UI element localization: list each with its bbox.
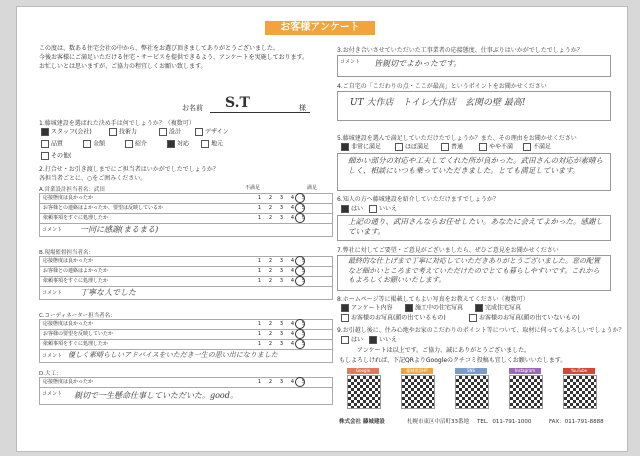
q2-sub: 各担当者ごとに、○をご囲みください。: [39, 175, 147, 182]
checkbox[interactable]: [341, 304, 349, 312]
q1-option-quality[interactable]: 品質: [41, 140, 63, 148]
q3-answer-box[interactable]: コメント 皆親切でよかったです。: [337, 55, 611, 77]
checkbox[interactable]: [341, 336, 349, 344]
name-underline: [210, 112, 310, 113]
q6-text: 6.知人の方へ藤城建設を紹介していただけますでしょうか？: [337, 196, 499, 203]
footer-address: 札幌市東区中沼町33番地: [407, 419, 469, 425]
section-a-comment[interactable]: コメント 一同に感謝(まるまる): [39, 223, 333, 237]
q9-text: 9.お引越し後に、住み心地やお家のこだわりのポイント等について、取材に伺ってもよろしいでしょうか？: [337, 327, 625, 334]
scale-right-label: 満足: [307, 185, 318, 191]
section-a-row-1[interactable]: 応接態度は良かったか 1 2 3 4 5: [39, 193, 333, 204]
q1-text: 1.藤城建設を選ばれた決め手は何でしょうか？（複数可）: [39, 120, 195, 127]
section-b-row-1[interactable]: 応接態度は良かったか 1 2 3 4 5: [39, 256, 333, 267]
section-c-row-3[interactable]: 依頼事項をすぐに処理したか 1 2 3 4 5: [39, 339, 333, 350]
q1-option-local[interactable]: 地元: [201, 140, 223, 148]
q8-option-construction[interactable]: 施工中の住宅写真: [405, 304, 463, 312]
name-suffix: 様: [299, 104, 306, 112]
section-d-circle-1: [295, 377, 305, 387]
q8-option-face[interactable]: お客様のお写真(顔の出ているもの): [341, 314, 446, 322]
footer-tel: TEL．011-791-1000: [477, 419, 532, 425]
intro-line-1: この度は、数ある住宅会社の中から、弊社をお選び頂きましてありがとうございました。: [39, 45, 280, 52]
section-a-head: A.営業設計担当者名：武田: [39, 187, 105, 193]
checkbox[interactable]: [341, 314, 349, 322]
q9-option-no[interactable]: いいえ: [369, 336, 397, 344]
checkbox[interactable]: [41, 152, 49, 160]
checkbox[interactable]: [369, 336, 377, 344]
section-d-head: D.大工：: [39, 371, 62, 377]
q1-option-skill[interactable]: 技術力: [109, 128, 137, 136]
q6-option-no[interactable]: いいえ: [369, 205, 397, 213]
section-b-row-2[interactable]: お客様との連絡はよかったか 1 2 3 4 5: [39, 266, 333, 277]
q9-option-yes[interactable]: はい: [341, 336, 363, 344]
q5-option-1[interactable]: 非常に満足: [341, 143, 381, 151]
section-a-circle-2: [295, 203, 305, 213]
q1-option-staff[interactable]: スタッフ(会社): [41, 128, 92, 136]
q7-answer-box[interactable]: 最終的な仕上げまで丁寧に対応していただきありがとうございました。窓の配置など細かいところまで考えていただけたのでとても暮らしやすいです。これからもよろしくお願いいたします。: [337, 255, 611, 291]
section-c-circle-1: [295, 319, 305, 329]
q5-option-4[interactable]: やや不満: [479, 143, 513, 151]
checkbox[interactable]: [125, 140, 133, 148]
checkbox[interactable]: [469, 314, 477, 322]
footer-company: 株式会社 藤城建設: [339, 419, 385, 425]
footer-fax: FAX：011-791-8888: [549, 419, 604, 425]
qr-code-1[interactable]: [347, 375, 381, 409]
checkbox[interactable]: [479, 143, 487, 151]
survey-sheet: [16, 6, 628, 452]
q4-text: 4.ご自宅の「こだわりの点・ここが最高」というポイントをお聞かせください: [337, 83, 547, 90]
qr-label-3: SNS: [455, 368, 487, 374]
name-value: S.T: [225, 95, 250, 111]
qr-code-4[interactable]: [509, 375, 543, 409]
q5-option-2[interactable]: ほぼ満足: [395, 143, 429, 151]
checkbox[interactable]: [369, 205, 377, 213]
checkbox[interactable]: [167, 140, 175, 148]
section-c-head: C.コーディネーター担当者名：: [39, 313, 116, 319]
checkbox[interactable]: [405, 304, 413, 312]
q1-option-referral[interactable]: 紹介: [125, 140, 147, 148]
q1-option-service[interactable]: 対応: [167, 140, 189, 148]
section-d-comment[interactable]: コメント 親切で一生懸命仕事していただいた。good。: [39, 387, 333, 405]
q8-option-noface[interactable]: お客様のお写真(顔の出ていないもの): [469, 314, 580, 322]
q8-option-survey[interactable]: アンケート内容: [341, 304, 393, 312]
q1-option-design-plan[interactable]: 設計: [159, 128, 181, 136]
q7-text: 7.弊社に対してご要望・ご意見がございましたら、ぜひご意見をお聞かせください: [337, 247, 559, 254]
q9-thanks: アンケートは以上です。ご協力、誠にありがとうございました。: [357, 347, 531, 354]
qr-label-2: 藤城建設HP: [401, 368, 433, 374]
checkbox[interactable]: [395, 143, 403, 151]
qr-code-5[interactable]: [563, 375, 597, 409]
q8-text: 8.ホームページ等に掲載してもよい写真をお教えてください（複数可）: [337, 296, 529, 303]
q1-option-other[interactable]: その他(: [41, 152, 71, 160]
q8-option-complete[interactable]: 完成住宅写真: [475, 304, 521, 312]
section-b-comment[interactable]: コメント 丁寧な人でした: [39, 286, 333, 300]
qr-code-3[interactable]: [455, 375, 489, 409]
q3-text: 3.お付き合いさせていただいた工事業者の応接態度、仕事ぶりはいかがでしたでしょうか？: [337, 47, 583, 54]
checkbox[interactable]: [341, 205, 349, 213]
checkbox[interactable]: [475, 304, 483, 312]
section-a-row-2[interactable]: お客様との連絡はよかったか、要望は反映しているか 1 2 3 4 5: [39, 203, 333, 214]
q2-text: 2.打合せ・お引き渡しまでにご担当者はいかがでしたでしょうか？: [39, 166, 219, 173]
q9-qr-note: もしよろしければ、下記QRよりGoogleのクチコミ投稿も宜しくお願いいたします。: [339, 357, 567, 364]
section-b-head: B.現場監督担当者名：: [39, 250, 95, 256]
checkbox[interactable]: [441, 143, 449, 151]
checkbox[interactable]: [159, 128, 167, 136]
checkbox[interactable]: [523, 143, 531, 151]
qr-code-2[interactable]: [401, 375, 435, 409]
section-a-circle-1: [295, 193, 305, 203]
intro-line-2: 今後お客様にご満足いただける住宅・サービスを提供できるよう、アンケートを実施しております。: [39, 54, 309, 61]
q6-answer-box[interactable]: 上記の通り、武田さんならお任せしたい。あなたに会えてよかった。感謝しています。: [337, 215, 611, 241]
checkbox[interactable]: [41, 140, 49, 148]
q1-option-design[interactable]: デザイン: [195, 128, 229, 136]
section-b-circle-1: [295, 256, 305, 266]
qr-label-1: Google: [347, 368, 379, 374]
checkbox[interactable]: [109, 128, 117, 136]
section-b-circle-2: [295, 266, 305, 276]
section-b-circle-3: [295, 276, 305, 286]
qr-label-5: YouTube: [563, 368, 595, 374]
q4-answer-box[interactable]: UT 大作店 トイレ大作店 玄関の壁 最高!: [337, 91, 611, 121]
section-c-row-2[interactable]: お客様の要望を反映していたか 1 2 3 4 5: [39, 329, 333, 340]
section-c-circle-3: [295, 339, 305, 349]
section-a-circle-3: [295, 213, 305, 223]
survey-title: お客様アンケート: [265, 21, 375, 35]
q1-option-price[interactable]: 金額: [83, 140, 105, 148]
q5-text: 5.藤城建設を選んで満足していただけたでしょうか？また、その理由をお聞かせください: [337, 135, 577, 142]
name-label: お名前: [182, 104, 203, 112]
q6-option-yes[interactable]: はい: [341, 205, 363, 213]
q5-option-5[interactable]: 不満足: [523, 143, 551, 151]
intro-line-3: お忙しいとは思いますが、ご協力の程宜しくお願い致します。: [39, 63, 207, 70]
checkbox[interactable]: [83, 140, 91, 148]
checkbox[interactable]: [341, 143, 349, 151]
section-b-row-3[interactable]: 依頼事項をすぐに処理したか 1 2 3 4 5: [39, 276, 333, 287]
section-c-comment[interactable]: コメント 優しく素晴らしいアドバイスをいただき一生の思い出になりました: [39, 349, 333, 363]
checkbox[interactable]: [201, 140, 209, 148]
q5-option-3[interactable]: 普通: [441, 143, 463, 151]
section-a-row-3[interactable]: 依頼事項をすぐに処理したか 1 2 3 4 5: [39, 213, 333, 224]
checkbox[interactable]: [195, 128, 203, 136]
section-c-row-1[interactable]: 応接態度は良かったか 1 2 3 4 5: [39, 319, 333, 330]
qr-label-4: Instagram: [509, 368, 541, 374]
section-d-row-1[interactable]: 応接態度は良かったか 1 2 3 4 5: [39, 377, 333, 388]
checkbox[interactable]: [41, 128, 49, 136]
q5-answer-box[interactable]: 細かい部分の対応や工夫してくれた所が良かった。武田さんの対応が素晴らしく、相談にいつも乗っていただきました。とても満足しています。: [337, 153, 611, 191]
section-c-circle-2: [295, 329, 305, 339]
scale-left-label: 不満足: [245, 185, 261, 191]
